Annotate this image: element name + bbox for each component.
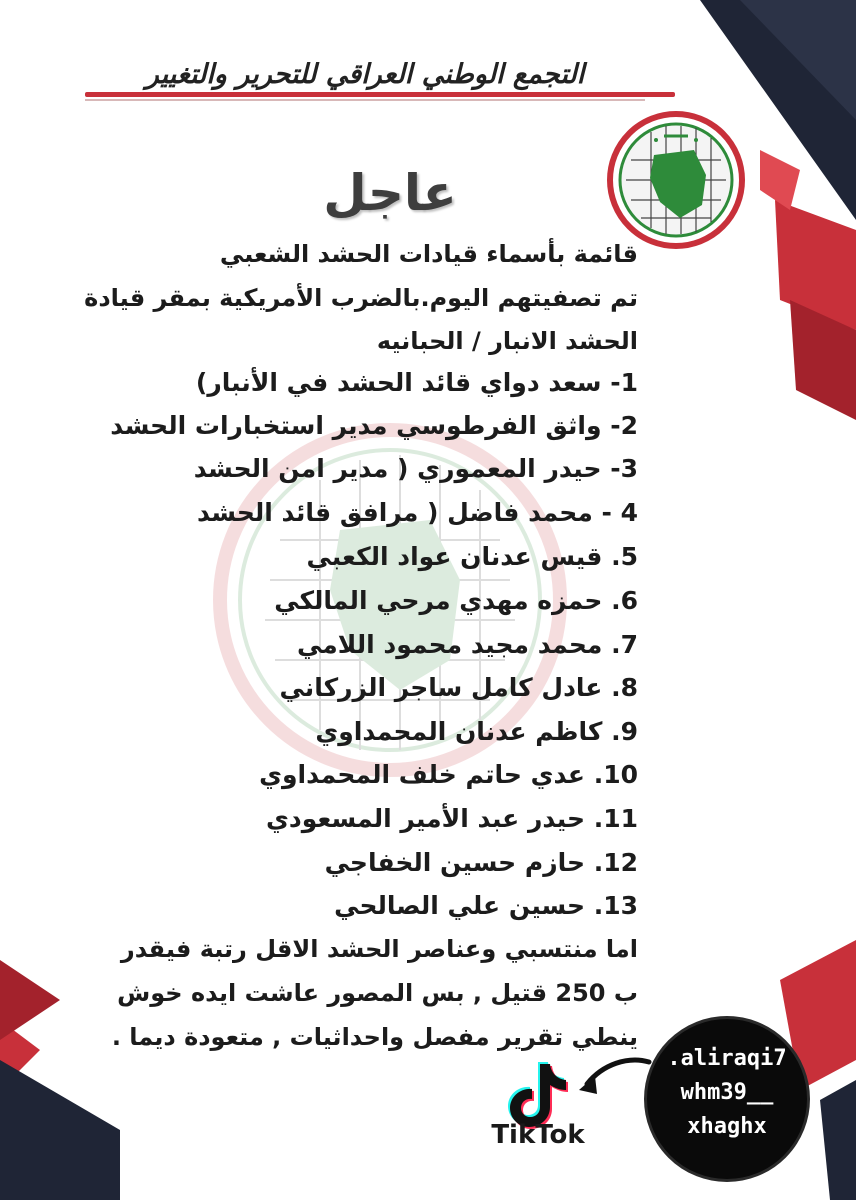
closing-line: ينطي تقرير مفصل واحداثيات , متعودة ديما .: [111, 1023, 638, 1051]
closing-line: اما منتسبي وعناصر الحشد الاقل رتبة فيقدر: [120, 935, 638, 963]
title-underline-secondary: [85, 99, 645, 101]
list-item: 1- سعد دواي قائد الحشد في الأنبار): [195, 368, 638, 397]
closing-line: ب 250 قتيل , بس المصور عاشت ايده خوش: [117, 979, 638, 1007]
intro-line: قائمة بأسماء قيادات الحشد الشعبي: [219, 240, 638, 268]
list-item: 3- حيدر المعموري ( مدير امن الحشد: [193, 454, 638, 483]
title-underline: [85, 92, 675, 97]
list-item: 12. حازم حسين الخفاجي: [324, 848, 638, 877]
list-item: 2- واثق الفرطوسي مدير استخبارات الحشد: [110, 411, 638, 440]
list-item: 11. حيدر عبد الأمير المسعودي: [266, 804, 638, 833]
list-item: 5. قيس عدنان عواد الكعبي: [306, 542, 638, 571]
intro-line: تم تصفيتهم اليوم.بالضرب الأمريكية بمقر قيادة: [84, 284, 638, 312]
urgent-headline: عاجل: [323, 164, 457, 222]
badge-line: .aliraqi7: [667, 1046, 787, 1071]
list-item: 9. كاظم عدنان المحمداوي: [315, 717, 638, 746]
organization-emblem: [606, 110, 746, 250]
badge-line: xhaghx: [687, 1114, 767, 1139]
list-item: 4 - محمد فاضل ( مرافق قائد الحشد: [196, 498, 638, 527]
intro-line: الحشد الانبار / الحبانيه: [376, 327, 638, 355]
list-item: 13. حسين علي الصالحي: [334, 891, 638, 920]
list-item: 10. عدي حاتم خلف المحمداوي: [259, 760, 638, 789]
list-item: 7. محمد مجيد محمود اللامي: [296, 630, 638, 659]
badge-line: whm39__: [680, 1080, 774, 1105]
tiktok-label: TikTok: [491, 1120, 585, 1150]
list-item: 6. حمزه مهدي مرحي المالكي: [274, 586, 638, 615]
arrow-icon: [573, 1050, 653, 1100]
list-item: 8. عادل كامل ساجر الزركاني: [279, 673, 638, 702]
organization-title: التجمع الوطني العراقي للتحرير والتغيير: [145, 59, 585, 90]
